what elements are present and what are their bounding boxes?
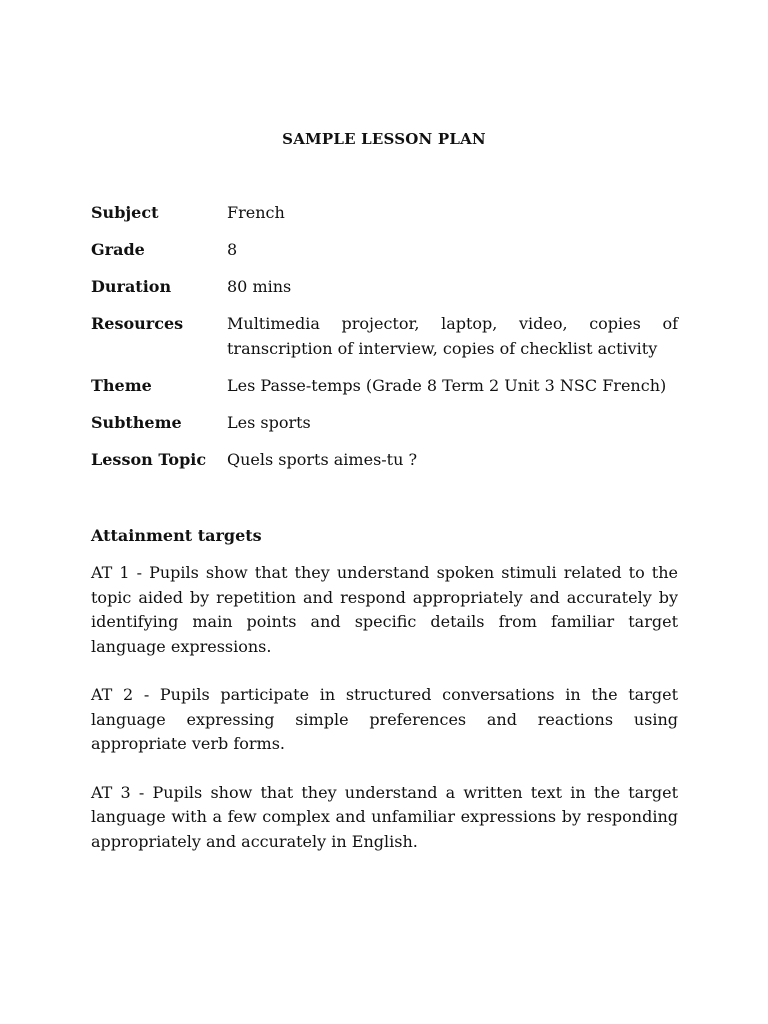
info-value: 8 [227,240,238,259]
info-row-resources [91,311,678,361]
attainment-targets-heading: Attainment targets [91,526,262,545]
lesson-info-table [91,200,678,484]
info-row-theme [91,373,678,398]
info-row-duration [91,274,678,299]
attainment-target-paragraph: AT 3 - Pupils show that they understand a written text in the target language with a few complex and unfamiliar expressions by responding appropriately and accurately in English. [91,782,678,851]
info-label: Subject [91,203,159,222]
attainment-target-paragraph: AT 1 - Pupils show that they understand spoken stimuli related to the topic aided by repetition and respond appropriately and accurately by identifying main points and specific details from familiar target language expressions. [91,563,678,656]
attainment-targets-list [91,561,678,878]
info-label: Subtheme [91,413,182,432]
info-label: Resources [91,314,184,333]
info-value: Multimedia projector, laptop, video, copies of transcription of interview, copies of checklist activity [227,314,678,358]
info-value: 80 mins [227,277,292,296]
info-label: Grade [91,240,145,259]
page-title: SAMPLE LESSON PLAN [282,130,486,148]
info-row-lesson-topic [91,447,678,472]
info-row-subject [91,200,678,225]
info-label: Theme [91,376,152,395]
info-label: Lesson Topic [91,450,207,469]
info-value: Les Passe-temps (Grade 8 Term 2 Unit 3 NSC French) [227,376,667,395]
info-row-subtheme [91,410,678,435]
info-label: Duration [91,277,172,296]
info-value: French [227,203,285,222]
info-row-grade [91,237,678,262]
attainment-target-paragraph: AT 2 - Pupils participate in structured conversations in the target language expressing simple preferences and reactions using appropriate verb forms. [91,685,678,753]
info-value: Quels sports aimes-tu ? [227,450,418,469]
info-value: Les sports [227,413,311,432]
